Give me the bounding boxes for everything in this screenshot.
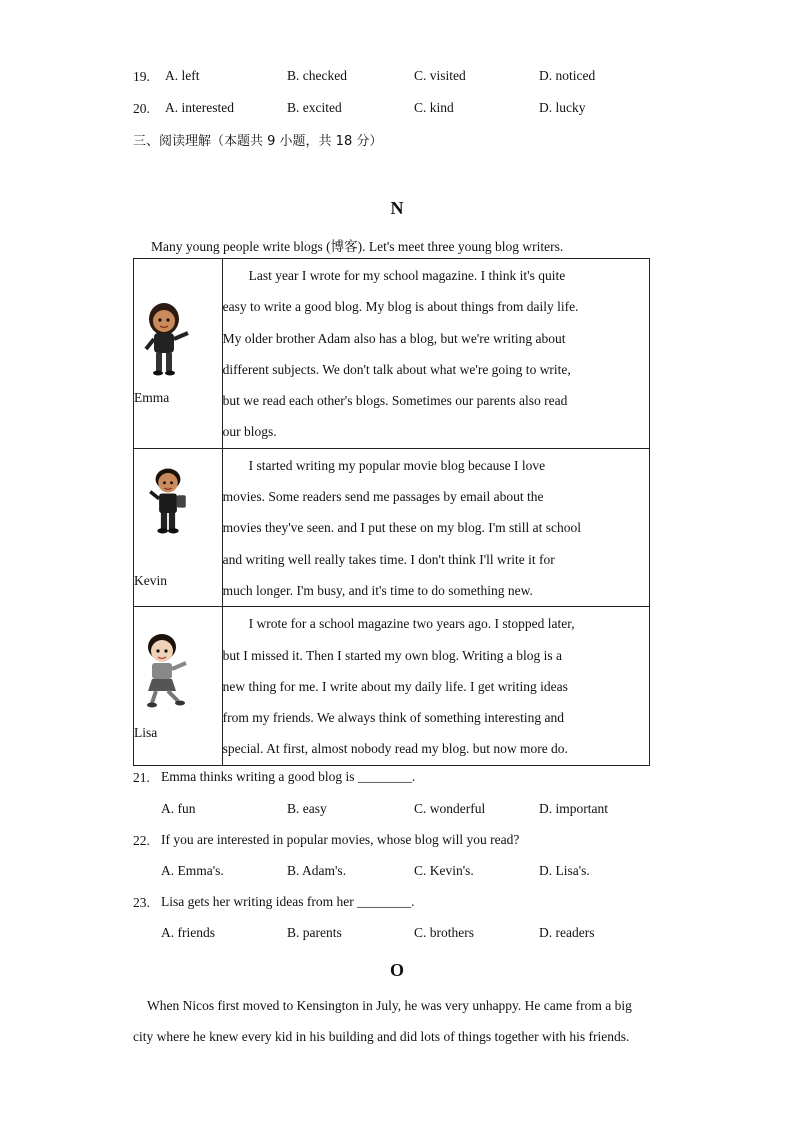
text-line: our blogs. [222, 424, 277, 440]
text-line: different subjects. We don't talk about what we're going to write, [222, 361, 571, 377]
question-number: 23. [133, 895, 150, 910]
writer-row [134, 448, 650, 606]
text-line: and writing well really takes time. I don't think I'll write it for [222, 551, 555, 567]
text-line: I wrote for a school magazine two years ago. I stopped later, [248, 616, 575, 632]
text-line: but we read each other's blogs. Sometimes our parents also read [222, 393, 568, 409]
text-line: from my friends. We always think of something interesting and [222, 710, 564, 726]
text-line: I started writing my popular movie blog because I love [248, 457, 546, 473]
option-d: D. lucky [539, 100, 586, 115]
option-d: D. readers [539, 925, 595, 940]
option-a: A. fun [161, 801, 196, 816]
option-b: B. excited [287, 100, 342, 115]
option-b: B. easy [287, 801, 327, 816]
option-a: A. Emma's. [161, 863, 224, 878]
passage-line: city where he knew every kid in his building and did lots of things together with his friends. [133, 1029, 630, 1044]
blog-writers-table [133, 258, 650, 766]
option-b: B. parents [287, 925, 342, 940]
option-c: C. brothers [414, 925, 474, 940]
option-c: C. visited [414, 68, 466, 83]
option-d: D. noticed [539, 68, 596, 83]
text-line: movies. Some readers send me passages by email about the [222, 489, 544, 505]
writer-name: Lisa [134, 724, 158, 740]
section-title: 三、阅读理解（本题共 9 小题，共 18 分） [133, 134, 383, 149]
text-line: but I missed it. Then I started my own blog. Writing a blog is a [222, 647, 563, 663]
writer-name: Kevin [134, 573, 167, 589]
option-d: D. Lisa's. [539, 863, 590, 878]
question-stem: Lisa gets her writing ideas from her ________. [161, 894, 415, 909]
option-a: A. left [165, 68, 200, 83]
text-line: movies they've seen. and I put these on my blog. I'm still at school [222, 520, 582, 536]
question-number: 20. [133, 101, 150, 116]
writer-text-cell [222, 448, 649, 606]
text-line: much longer. I'm busy, and it's time to do something new. [222, 582, 533, 598]
option-d: D. important [539, 801, 608, 816]
option-c: C. Kevin's. [414, 863, 474, 878]
writer-paragraph [223, 607, 649, 764]
question-number: 22. [133, 833, 150, 848]
writer-row [134, 259, 650, 449]
writer-text-cell [222, 259, 649, 449]
question-number: 21. [133, 770, 150, 785]
writer-name: Emma [134, 389, 170, 405]
girl-avatar-icon [138, 297, 198, 377]
option-c: C. kind [414, 100, 454, 115]
question-stem: If you are interested in popular movies, whose blog will you read? [161, 832, 520, 847]
text-line: Last year I wrote for my school magazine. I think it's quite [248, 268, 566, 283]
writer-text-cell [222, 607, 649, 765]
passage-letter: O [389, 960, 404, 980]
passage-letter: N [390, 198, 404, 218]
option-c: C. wonderful [414, 801, 486, 816]
text-line: My older brother Adam also has a blog, but we're writing about [222, 330, 566, 346]
text-line: easy to write a good blog. My blog is about things from daily life. [222, 299, 579, 315]
option-a: A. interested [165, 100, 234, 115]
writer-paragraph [223, 259, 649, 448]
option-b: B. checked [287, 68, 347, 83]
writer-row [134, 607, 650, 765]
question-number: 19. [133, 69, 150, 84]
text-line: special. At first, almost nobody read my blog. but now more do. [222, 741, 568, 757]
passage-line: When Nicos first moved to Kensington in July, he was very unhappy. He came from a big [147, 998, 632, 1013]
option-a: A. friends [161, 925, 215, 940]
text-line: new thing for me. I write about my daily life. I get writing ideas [222, 678, 568, 694]
writer-cell [134, 607, 223, 765]
writer-cell [134, 259, 223, 449]
writer-cell [134, 448, 223, 606]
passage-intro: Many young people write blogs (博客). Let's meet three young blog writers. [151, 239, 564, 254]
question-stem: Emma thinks writing a good blog is ________. [161, 769, 416, 784]
boy-avatar-icon [138, 465, 198, 545]
girl-avatar-icon [138, 629, 198, 709]
option-b: B. Adam's. [287, 863, 347, 878]
writer-paragraph [223, 449, 649, 606]
